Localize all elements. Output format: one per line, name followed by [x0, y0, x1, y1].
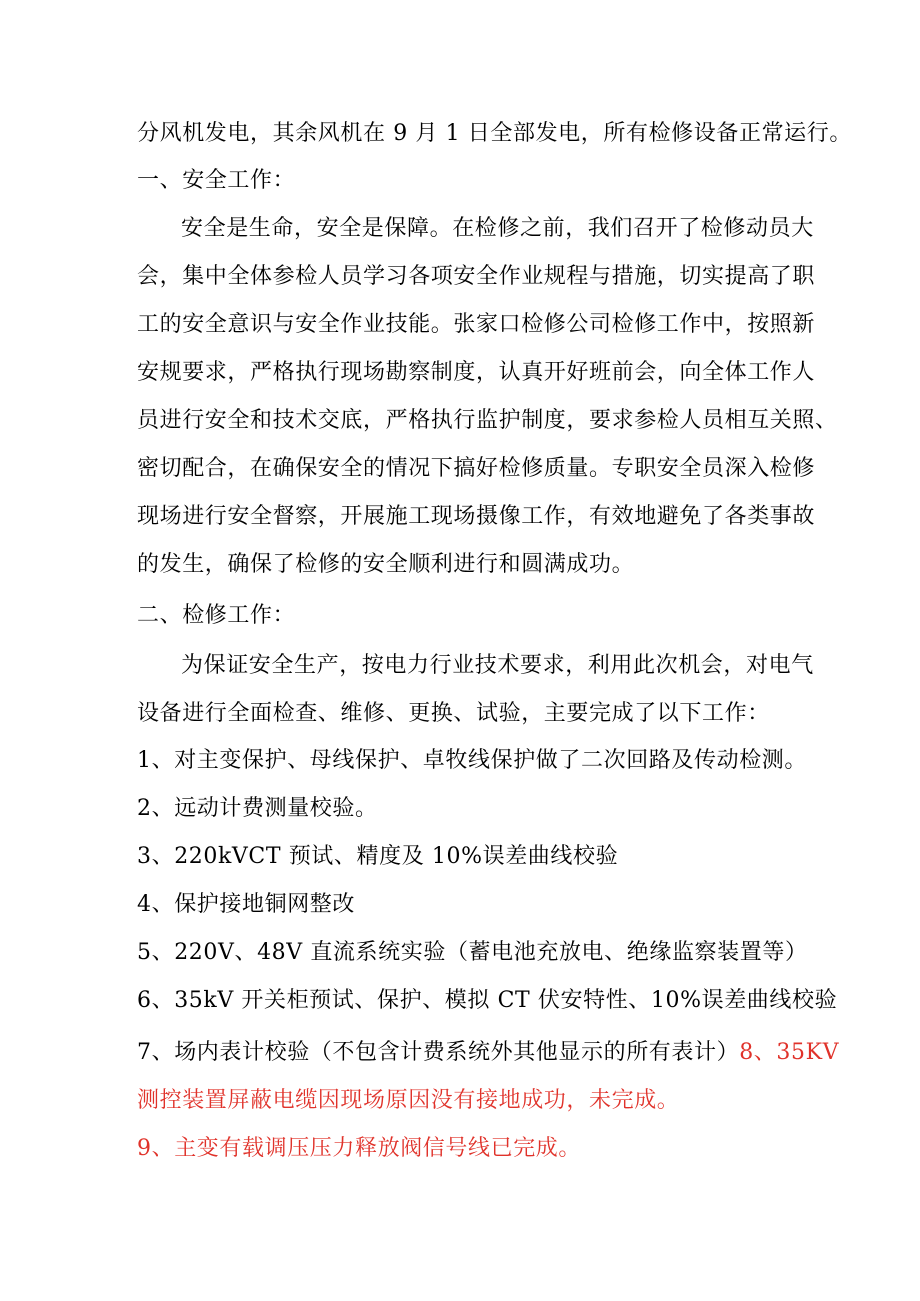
- safety-paragraph-line: 工的安全意识与安全作业技能。张家口检修公司检修工作中，按照新: [137, 312, 816, 337]
- safety-paragraph-line: 会，集中全体参检人员学习各项安全作业规程与措施，切实提高了职: [137, 264, 816, 289]
- safety-paragraph-line: 密切配合，在确保安全的情况下搞好检修质量。专职安全员深入检修: [137, 456, 816, 481]
- highlighted-item-start: 8、35KV: [739, 1040, 840, 1065]
- safety-paragraph-line: 安全是生命，安全是保障。在检修之前，我们召开了检修动员大: [181, 216, 814, 241]
- maintenance-paragraph-line: 为保证安全生产，按电力行业技术要求，利用此次机会，对电气: [181, 653, 814, 678]
- safety-paragraph-line: 现场进行安全督察，开展施工现场摄像工作，有效地避免了各类事故: [137, 504, 816, 529]
- highlighted-list-item: 9、主变有载调压压力释放阀信号线已完成。: [137, 1136, 581, 1161]
- list-item: 3、220kVCT 预试、精度及 10%误差曲线校验: [137, 844, 619, 869]
- list-item: 6、35kV 开关柜预试、保护、模拟 CT 伏安特性、10%误差曲线校验: [137, 988, 838, 1013]
- safety-paragraph-line: 安规要求，严格执行现场勘察制度，认真开好班前会，向全体工作人: [137, 360, 816, 385]
- list-item: 4、保护接地铜网整改: [137, 892, 355, 917]
- list-item: 5、220V、48V 直流系统实验（蓄电池充放电、绝缘监察装置等）: [137, 940, 808, 965]
- safety-paragraph-line: 员进行安全和技术交底，严格执行监护制度，要求参检人员相互关照、: [137, 408, 838, 433]
- highlighted-item-continuation: 测控装置屏蔽电缆因现场原因没有接地成功，未完成。: [137, 1088, 680, 1113]
- continuation-line: 分风机发电，其余风机在 9 月 1 日全部发电，所有检修设备正常运行。: [137, 121, 852, 146]
- safety-paragraph-line: 的发生，确保了检修的安全顺利进行和圆满成功。: [137, 552, 635, 577]
- list-item: 2、远动计费测量校验。: [137, 796, 378, 821]
- maintenance-paragraph-line: 设备进行全面检查、维修、更换、试验，主要完成了以下工作：: [137, 701, 770, 726]
- section-heading-safety: 一、安全工作：: [137, 168, 296, 193]
- list-item-7: [137, 1038, 840, 1068]
- list-item-text: 7、场内表计校验（不包含计费系统外其他显示的所有表计）: [137, 1040, 740, 1065]
- list-item: 1、对主变保护、母线保护、卓牧线保护做了二次回路及传动检测。: [137, 748, 807, 773]
- section-heading-maintenance: 二、检修工作：: [137, 603, 296, 628]
